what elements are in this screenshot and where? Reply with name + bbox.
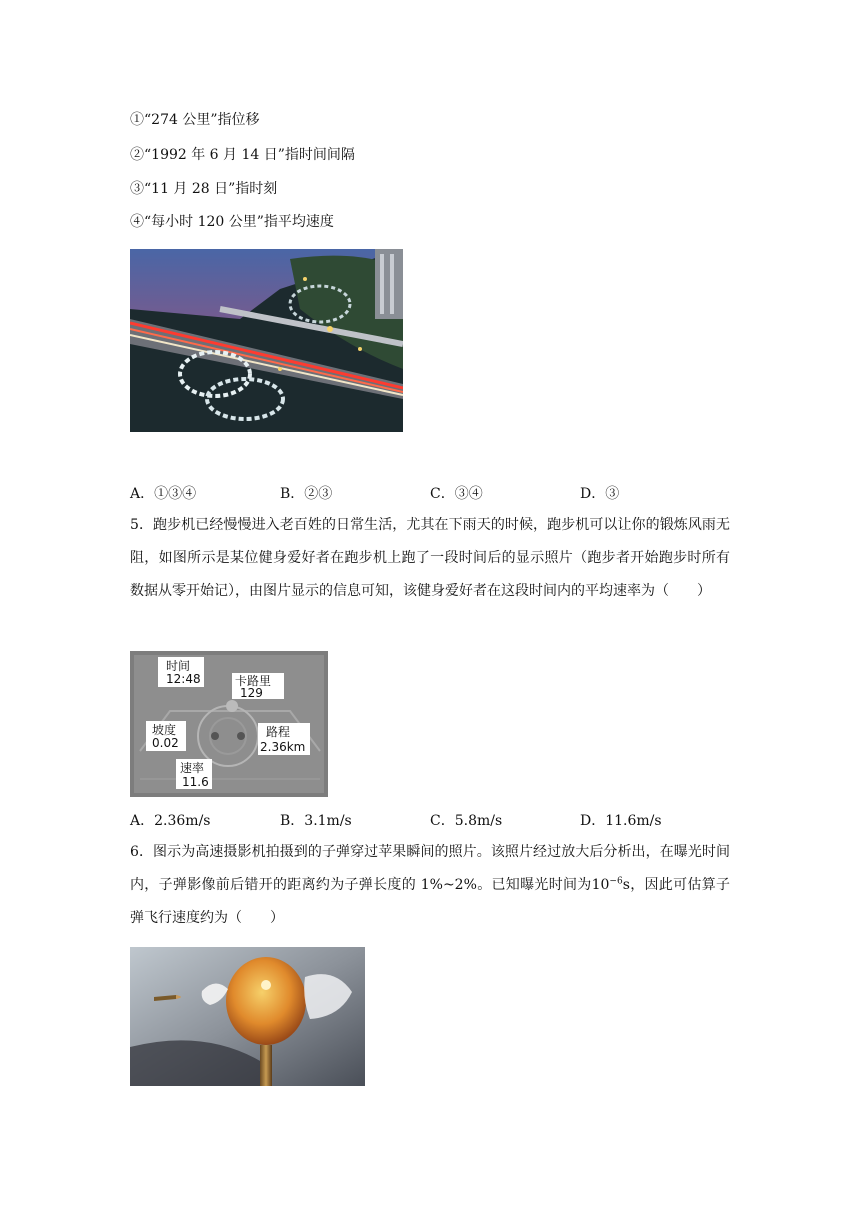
calorie-label: 卡路里	[235, 674, 272, 688]
treadmill-display-photo	[130, 651, 328, 797]
statement-4: ④“每小时 120 公里”指平均速度	[130, 214, 334, 230]
distance-value: 2.36km	[260, 740, 306, 754]
time-value: 12:48	[166, 672, 201, 686]
q5-option-a: A．2.36m/s	[130, 813, 211, 829]
q4-option-a: A．①③④	[130, 486, 197, 502]
speed-value: 11.6	[182, 775, 209, 789]
q5-option-b: B．3.1m/s	[280, 813, 352, 829]
q4-option-d: D．③	[580, 486, 620, 502]
time-label: 时间	[166, 659, 191, 673]
statement-3: ③“11 月 28 日”指时刻	[130, 181, 278, 197]
q5-option-c: C．5.8m/s	[430, 813, 503, 829]
slope-value: 0.02	[152, 736, 179, 750]
speed-label: 速率	[180, 761, 205, 775]
question-6-text: 6．图示为高速摄影机拍摄到的子弹穿过苹果瞬间的照片。该照片经过放大后分析出，在曝光时间内，子弹影像前后错开的距离约为子弹长度的 1%~2%。已知曝光时间为$10^{-6}s$，因此可估算子弹飞行速度约为（ ）	[130, 844, 730, 926]
q4-option-c: C．③④	[430, 486, 483, 502]
distance-label: 路程	[266, 725, 291, 739]
highway-night-photo	[130, 249, 403, 432]
statement-2: ②“1992 年 6 月 14 日”指时间间隔	[130, 147, 355, 163]
question-5-text: 5．跑步机已经慢慢进入老百姓的日常生活，尤其在下雨天的时候，跑步机可以让你的锻炼风雨无阻，如图所示是某位健身爱好者在跑步机上跑了一段时间后的显示照片（跑步者开始跑步时所有数据从零开始记），由图片显示的信息可知，该健身爱好者在这段时间内的平均速率为（ ）	[130, 517, 730, 599]
exposure-time: $10^{-6}s$	[591, 876, 630, 893]
slope-label: 坡度	[152, 723, 177, 737]
q5-option-d: D．11.6m/s	[580, 813, 662, 829]
calorie-value: 129	[240, 686, 263, 700]
bullet-apple-photo	[130, 947, 365, 1086]
statement-1: ①“274 公里”指位移	[130, 112, 260, 128]
q4-option-b: B．②③	[280, 486, 333, 502]
